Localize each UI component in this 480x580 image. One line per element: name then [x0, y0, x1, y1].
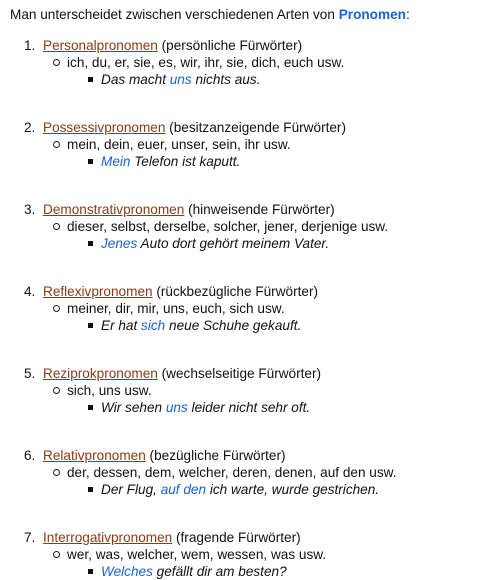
term-link[interactable]: Demonstrativpronomen [43, 202, 185, 217]
item-number: 5. [24, 366, 36, 381]
square-bullet-icon [88, 405, 93, 410]
examples-text: dieser, selbst, derselbe, solcher, jener, derjenige usw. [67, 219, 389, 234]
examples-line [10, 464, 472, 481]
item-number: 3. [24, 202, 36, 217]
term-description: (bezügliche Fürwörter) [145, 448, 286, 463]
sentence-after: ich warte, wurde gestrichen. [206, 482, 380, 497]
list-item [10, 37, 472, 88]
term-line [10, 365, 472, 382]
examples-line [10, 382, 472, 399]
term-description: (besitzanzeigende Fürwörter) [165, 120, 346, 135]
term-link[interactable]: Reflexivpronomen [43, 284, 153, 299]
examples-text: sich, uns usw. [67, 383, 152, 398]
sentence-highlight: auf den [160, 482, 207, 497]
sentence-before: Wir sehen [101, 400, 166, 415]
term-link[interactable]: Reziprokpronomen [43, 366, 158, 381]
item-number: 6. [24, 448, 36, 463]
sentence-highlight: Mein [101, 154, 131, 169]
examples-text: ich, du, er, sie, es, wir, ihr, sie, dich, euch usw. [67, 55, 345, 70]
circle-bullet-icon [53, 141, 60, 148]
sentence-after: neue Schuhe gekauft. [165, 318, 302, 333]
term-link[interactable]: Relativpronomen [43, 448, 146, 463]
list-item [10, 201, 472, 252]
term-line [10, 201, 472, 218]
square-bullet-icon [88, 159, 93, 164]
term-description: (rückbezügliche Fürwörter) [152, 284, 319, 299]
term-description: (persönliche Fürwörter) [157, 38, 303, 53]
example-sentence [10, 399, 472, 416]
sentence-after: gefällt dir am besten? [152, 564, 287, 579]
term-description: (wechselseitige Fürwörter) [157, 366, 322, 381]
circle-bullet-icon [53, 387, 60, 394]
sentence-highlight: Jenes [101, 236, 138, 251]
term-line [10, 37, 472, 54]
examples-line [10, 546, 472, 563]
term-line [10, 447, 472, 464]
term-description: (hinweisende Fürwörter) [184, 202, 335, 217]
term-link[interactable]: Interrogativpronomen [43, 530, 173, 545]
item-number: 7. [24, 530, 36, 545]
examples-line [10, 54, 472, 71]
example-sentence [10, 481, 472, 498]
list-item [10, 447, 472, 498]
square-bullet-icon [88, 77, 93, 82]
example-sentence [10, 317, 472, 334]
examples-text: mein, dein, euer, unser, sein, ihr usw. [67, 137, 291, 152]
intro-highlight: Pronomen [338, 7, 406, 22]
circle-bullet-icon [53, 59, 60, 66]
term-line [10, 529, 472, 546]
item-number: 2. [24, 120, 36, 135]
sentence-before: Das macht [101, 72, 170, 87]
square-bullet-icon [88, 323, 93, 328]
square-bullet-icon [88, 569, 93, 574]
sentence-before: Er hat [101, 318, 142, 333]
term-description: (fragende Fürwörter) [172, 530, 301, 545]
examples-line [10, 300, 472, 317]
sentence-highlight: uns [169, 72, 192, 87]
sentence-highlight: uns [165, 400, 188, 415]
intro-colon: : [405, 7, 410, 22]
list-item [10, 529, 472, 580]
intro-text: Man unterscheidet zwischen verschiedenen Arten von [10, 7, 339, 22]
square-bullet-icon [88, 241, 93, 246]
list-item [10, 365, 472, 416]
example-sentence [10, 71, 472, 88]
term-line [10, 119, 472, 136]
sentence-after: leider nicht sehr oft. [187, 400, 311, 415]
examples-text: der, dessen, dem, welcher, deren, denen, auf den usw. [67, 465, 397, 480]
example-sentence [10, 153, 472, 170]
sentence-after: Auto dort gehört meinem Vater. [137, 236, 330, 251]
intro-paragraph [10, 6, 472, 23]
pronoun-list [10, 37, 472, 580]
term-link[interactable]: Personalpronomen [43, 38, 158, 53]
sentence-highlight: Welches [101, 564, 153, 579]
item-number: 4. [24, 284, 36, 299]
sentence-after: Telefon ist kaputt. [130, 154, 241, 169]
examples-text: wer, was, welcher, wem, wessen, was usw. [67, 547, 327, 562]
square-bullet-icon [88, 487, 93, 492]
circle-bullet-icon [53, 305, 60, 312]
sentence-highlight: sich [141, 318, 166, 333]
example-sentence [10, 235, 472, 252]
term-line [10, 283, 472, 300]
item-number: 1. [24, 38, 36, 53]
examples-line [10, 218, 472, 235]
examples-text: meiner, dir, mir, uns, euch, sich usw. [67, 301, 285, 316]
sentence-after: nichts aus. [191, 72, 261, 87]
list-item [10, 283, 472, 334]
circle-bullet-icon [53, 551, 60, 558]
sentence-before: Der Flug, [101, 482, 161, 497]
circle-bullet-icon [53, 223, 60, 230]
example-sentence [10, 563, 472, 580]
list-item [10, 119, 472, 170]
examples-line [10, 136, 472, 153]
term-link[interactable]: Possessivpronomen [43, 120, 166, 135]
circle-bullet-icon [53, 469, 60, 476]
